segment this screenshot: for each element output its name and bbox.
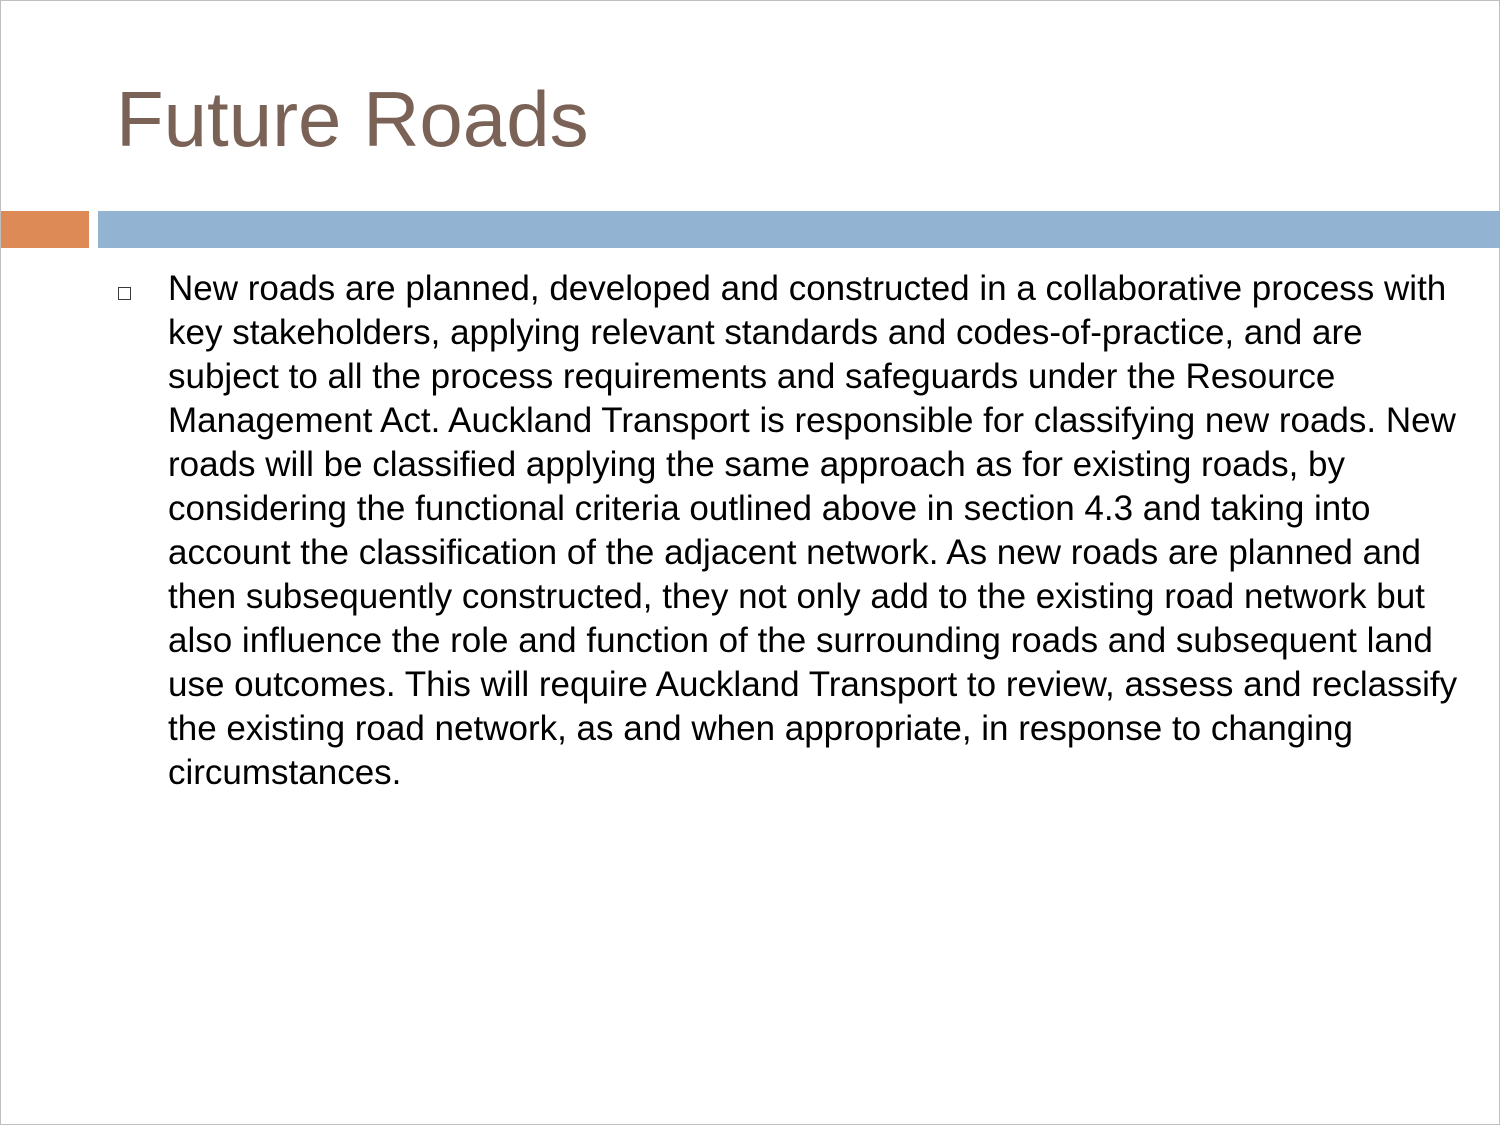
bullet-text: New roads are planned, developed and constructed in a collaborative process with key stakeholders, applying relevant standards and codes-of-practice, and are subject to all the process requirements and safeguards under the Resource Management Act. Auckland Transport is responsible for classifying new roads. New roads will be classified applying the same approach as for existing roads, by considering the functional criteria outlined above in section 4.3 and taking into account the classification of the adjacent network. As new roads are planned and then subsequently constructed, they not only add to the existing road network but also influence the role and function of the surrounding roads and subsequent land use outcomes. This will require Auckland Transport to review, assess and reclassify the existing road network, as and when appropriate, in response to changing circumstances. — [168, 269, 1458, 792]
bullet-item — [116, 267, 1461, 795]
title-accent-bar-orange — [1, 211, 89, 248]
slide-title: Future Roads — [116, 75, 589, 163]
slide-content — [116, 267, 1461, 795]
hollow-square-bullet-icon — [118, 287, 131, 300]
title-accent-bar-blue — [98, 211, 1500, 248]
